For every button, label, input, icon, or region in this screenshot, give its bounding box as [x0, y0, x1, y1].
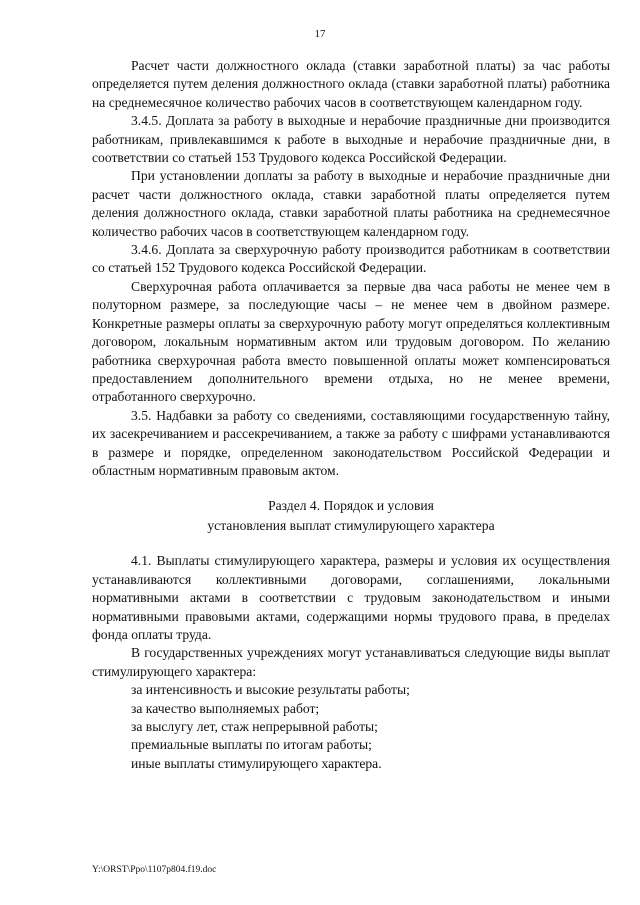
paragraph: 4.1. Выплаты стимулирующего характера, размеры и условия их осуществления устанавливаются коллективными договорами, соглашениями, локальными нормативными актами в соответствии с трудовым законодательством и иными нормативными правовыми актами, содержащими нормы трудового права, в пределах фонда оплаты труда. — [92, 553, 610, 642]
paragraph: 3.5. Надбавки за работу со сведениями, составляющими государственную тайну, их засекречиванием и рассекречиванием, а также за работу с шифрами устанавливаются в размере и порядке, определенном законодательством Российской Федерации и областным нормативным правовым актом. — [92, 407, 610, 478]
page-number: 17 — [314, 28, 326, 40]
paragraph: 3.4.6. Доплата за сверхурочную работу производится работникам в соответствии со статьей 152 Трудового кодекса Российской Федерации. — [92, 242, 610, 276]
footer-file-path: Y:\ORST\Ppo\1107p804.f19.doc — [92, 865, 217, 875]
list-item: премиальные выплаты по итогам работы; — [131, 737, 372, 753]
list-item: иные выплаты стимулирующего характера. — [131, 755, 382, 771]
section-heading — [92, 496, 610, 536]
paragraph: При установлении доплаты за работу в выходные и нерабочие праздничные дни расчет части должностного оклада, ставки заработной платы определяется путем деления должностного оклада, ставки заработной платы работника на среднемесячное количество рабочих часов в соответствующем календарном году. — [92, 168, 610, 239]
paragraph: В государственных учреждениях могут устанавливаться следующие виды выплат стимулирующего характера: — [92, 645, 610, 679]
section-heading-line2: установления выплат стимулирующего характера — [207, 518, 495, 534]
section-heading-line1: Раздел 4. Порядок и условия — [268, 498, 434, 514]
paragraph: 3.4.5. Доплата за работу в выходные и нерабочие праздничные дни производится работникам, привлекавшимся к работе в выходные и нерабочие праздничные дни, в соответствии со статьей 153 Трудового кодекса Российской Федерации. — [92, 113, 610, 166]
paragraph: Расчет части должностного оклада (ставки заработной платы) за час работы определяется путем деления должностного оклада (ставки заработной платы) работника на среднемесячное количество рабочих часов в соответствующем календарном году. — [92, 58, 610, 110]
paragraph: Сверхурочная работа оплачивается за первые два часа работы не менее чем в полуторном размере, за последующие часы – не менее чем в двойном размере. Конкретные размеры оплаты за сверхурочную работу могут определяться коллективным договором, локальным нормативным актом или трудовым договором. По желанию работника сверхурочная работа вместо повышенной оплаты может компенсироваться предоставлением дополнительного времени отдыха, но не менее времени, отработанного сверхурочно. — [92, 278, 610, 405]
document-body — [92, 57, 610, 773]
list-item: за качество выполняемых работ; — [131, 700, 320, 716]
list-item: за выслугу лет, стаж непрерывной работы; — [131, 719, 378, 734]
list-item: за интенсивность и высокие результаты работы; — [131, 682, 410, 698]
